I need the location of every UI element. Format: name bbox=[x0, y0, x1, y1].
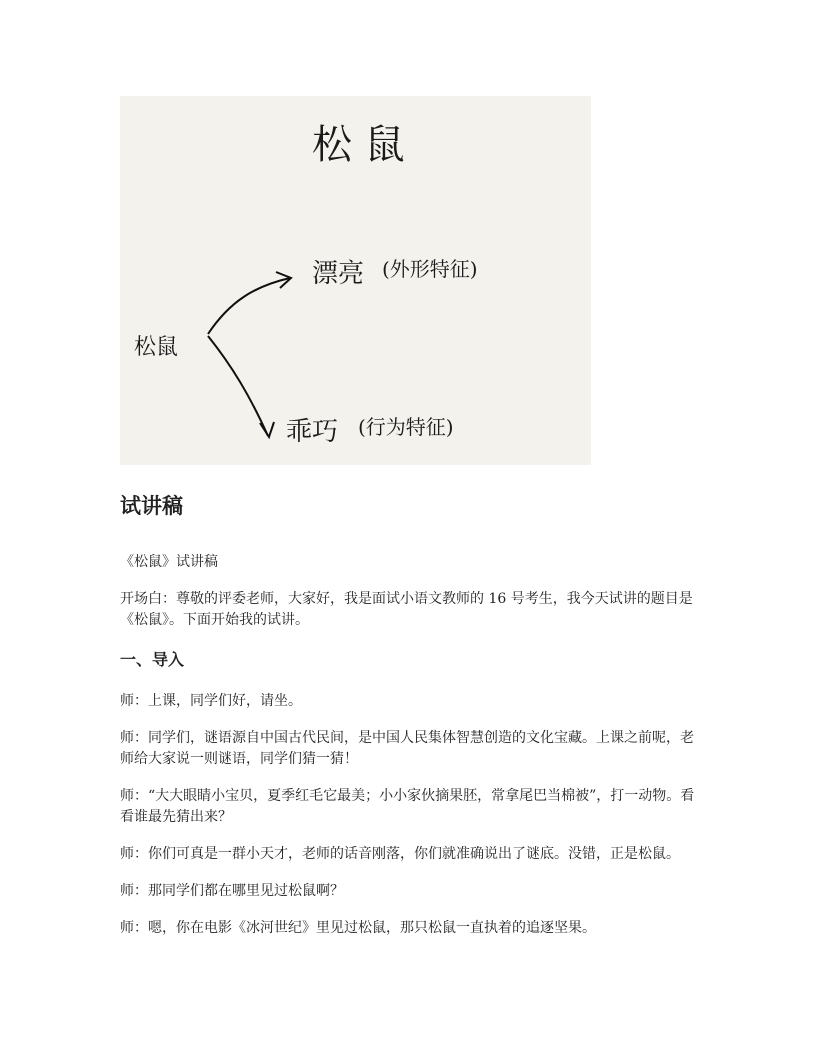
dialogue-paragraph: 师：嗯，你在电影《冰河世纪》里见过松鼠，那只松鼠一直执着的追逐坚果。 bbox=[120, 920, 596, 936]
bottom-branch-label: 乖巧 bbox=[286, 417, 339, 447]
document-subtitle: 《松鼠》试讲稿 bbox=[120, 554, 218, 570]
dialogue-paragraph: 师：“大大眼睛小宝贝，夏季红毛它最美；小小家伙摘果胚，常拿尾巴当棉被”，打一动物。看看谁最先猜出来？ bbox=[120, 788, 695, 825]
dialogue-paragraph: 师：你们可真是一群小天才，老师的话音刚落，你们就准确说出了谜底。没错，正是松鼠。 bbox=[120, 846, 680, 862]
dialogue-paragraph: 师：上课，同学们好，请坐。 bbox=[120, 693, 302, 709]
figure-center-label: 松鼠 bbox=[134, 335, 179, 360]
document-body bbox=[120, 488, 700, 955]
opening-paragraph: 开场白：尊敬的评委老师，大家好，我是面试小语文教师的 16 号考生，我今天试讲的题目是《松鼠》。下面开始我的试讲。 bbox=[120, 591, 693, 628]
arrow-up-line bbox=[208, 278, 290, 334]
section-heading-intro: 一、导入 bbox=[120, 650, 185, 669]
dialogue-paragraph: 师：那同学们都在哪里见过松鼠啊？ bbox=[120, 883, 344, 899]
figure-title: 松 鼠 bbox=[312, 122, 405, 168]
bottom-branch-note: (行为特征) bbox=[358, 415, 454, 439]
top-branch-note: (外形特征) bbox=[382, 257, 478, 281]
top-branch-label: 漂亮 bbox=[312, 259, 365, 289]
document-heading: 试讲稿 bbox=[120, 494, 183, 518]
dialogue-paragraph: 师：同学们，谜语源自中国古代民间，是中国人民集体智慧创造的文化宝藏。上课之前呢，老师给大家说一则谜语，同学们猜一猜！ bbox=[120, 730, 694, 767]
arrow-down-line bbox=[208, 336, 268, 436]
mind-map-diagram bbox=[120, 96, 591, 465]
blackboard-image bbox=[120, 96, 591, 465]
